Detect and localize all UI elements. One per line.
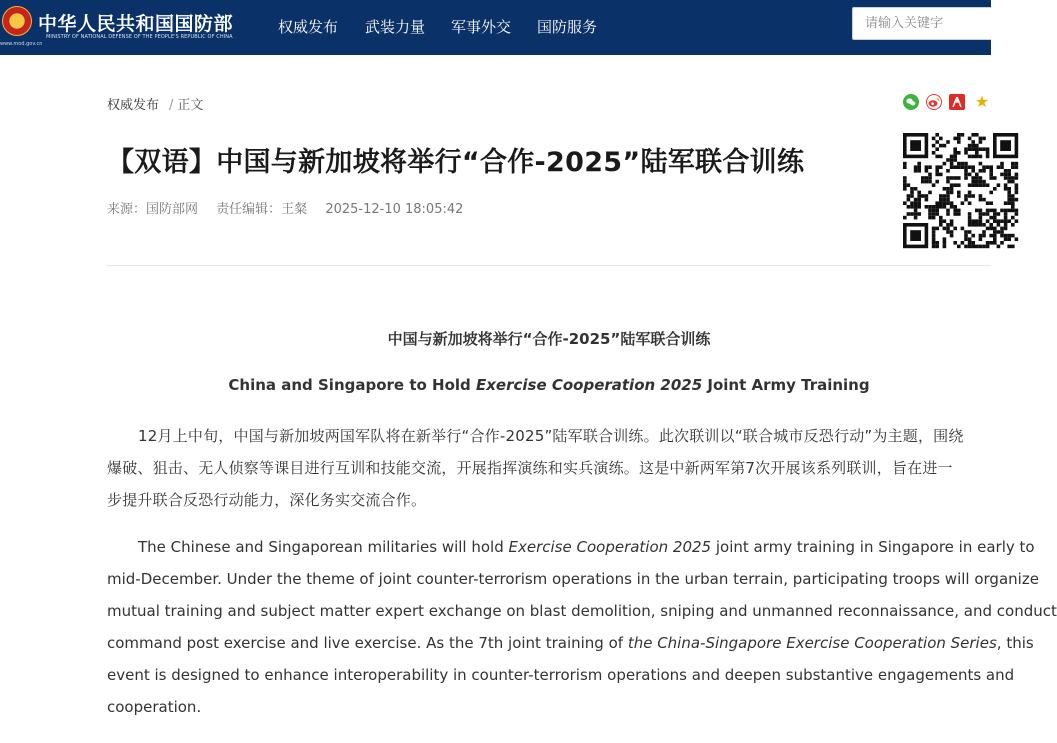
paragraph-en-line (107, 531, 1035, 563)
search-box (852, 7, 991, 40)
wechat-icon[interactable] (903, 94, 919, 110)
para-en-l4-pre: command post exercise and live exercise. As the 7th joint training of (107, 634, 628, 652)
para-en-l4-post: , this (996, 634, 1034, 652)
paragraph-cn (107, 420, 997, 516)
article-source: 来源：国防部网 (107, 202, 199, 217)
paragraph-cn-line: 爆破、狙击、无人侦察等课目进行互训和技能交流，开展指挥演练和实兵演练。这是中新两军第7次开展该系列联训，旨在进一 (107, 459, 953, 477)
subtitle-en-italic: Exercise Cooperation 2025 (475, 376, 703, 394)
paragraph-cn-line: 步提升联合反恐行动能力，深化务实交流合作。 (107, 491, 427, 509)
search-input[interactable] (853, 8, 990, 39)
qr-code (903, 133, 991, 250)
paragraph-en-line: mid-December. Under the theme of joint counter-terrorism operations in the urban terrain, participating troops will organize (107, 570, 1039, 588)
para-en-l1-pre: The Chinese and Singaporean militaries will hold (138, 538, 509, 556)
article-meta (107, 198, 477, 217)
weibo-icon[interactable] (926, 94, 942, 110)
favorite-star-icon[interactable]: ★ (974, 92, 990, 111)
paragraph-en-line (107, 627, 1034, 659)
article-title: 【双语】中国与新加坡将举行“合作-2025”陆军联合训练 (107, 147, 805, 178)
para-en-l1-italic: Exercise Cooperation 2025 (508, 538, 712, 556)
paragraph-en (107, 531, 1057, 723)
top-header-bar (0, 0, 991, 55)
para-en-l4-italic: the China-Singapore Exercise Cooperation Series (627, 634, 997, 652)
paragraph-en-line: cooperation. (107, 698, 202, 716)
nav-item-authoritative-release[interactable]: 权威发布 (278, 18, 339, 36)
para-en-l1-post: joint army training in Singapore in early to (711, 538, 1035, 556)
nav-item-defense-services[interactable]: 国防服务 (537, 18, 598, 36)
subtitle-en-pre: China and Singapore to Hold (228, 376, 476, 394)
paragraph-cn-line: 12月上中旬，中国与新加坡两国军队将在新举行“合作-2025”陆军联合训练。此次联训以“联合城市反恐行动”为主题，围绕 (138, 427, 964, 445)
article-editor: 责任编辑：王粲 (216, 202, 308, 217)
breadcrumb-section-link[interactable]: 权威发布 (107, 98, 160, 113)
site-subtitle: MINISTRY OF NATIONAL DEFENSE OF THE PEOPLE'S REPUBLIC OF CHINA (46, 34, 233, 40)
site-title[interactable]: 中华人民共和国国防部 (38, 13, 234, 35)
nav-item-military-diplomacy[interactable]: 军事外交 (451, 18, 512, 36)
paragraph-en-line: event is designed to enhance interoperability in counter-terrorism operations and deepen substantive engagements and (107, 666, 1015, 684)
nav-item-armed-forces[interactable]: 武装力量 (365, 18, 426, 36)
article-subtitle-en (107, 376, 991, 394)
breadcrumb (107, 94, 203, 113)
site-url: www.mod.gov.cn (0, 41, 43, 47)
paragraph-en-line: mutual training and subject matter expert exchange on blast demolition, sniping and unmanned reconnaissance, and conduct (107, 602, 1057, 620)
article-datetime: 2025-12-10 18:05:42 (325, 202, 464, 217)
breadcrumb-current: 正文 (177, 98, 204, 113)
national-emblem-logo[interactable] (2, 6, 32, 36)
subtitle-en-post: Joint Army Training (702, 376, 870, 394)
article-subtitle-cn: 中国与新加坡将举行“合作-2025”陆军联合训练 (387, 330, 711, 348)
renren-icon[interactable] (949, 94, 965, 110)
header-divider (107, 265, 991, 266)
breadcrumb-separator: / (169, 98, 174, 113)
